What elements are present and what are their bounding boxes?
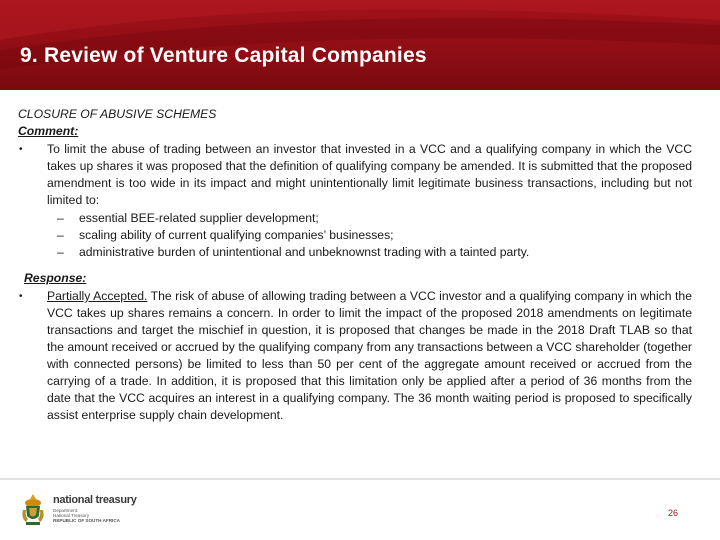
response-lead: Partially Accepted. xyxy=(47,289,148,303)
section-title: CLOSURE OF ABUSIVE SCHEMES xyxy=(18,107,217,121)
bullet-icon: • xyxy=(19,144,23,155)
dash-icon: – xyxy=(57,228,64,242)
sub-list xyxy=(57,210,692,261)
logo-department-name: National Treasury xyxy=(53,513,90,518)
bullet-icon: • xyxy=(19,291,23,302)
logo-department: Department: xyxy=(53,508,79,513)
list-item xyxy=(57,210,692,227)
comment-text xyxy=(47,141,692,261)
footer-divider xyxy=(0,478,720,480)
comment-bullet xyxy=(18,141,692,261)
response-bullet xyxy=(18,288,692,424)
list-item-text: administrative burden of unintentional and unbeknownst trading with a tainted party. xyxy=(79,245,530,259)
list-item-text: essential BEE-related supplier development; xyxy=(79,211,319,225)
dash-icon: – xyxy=(57,245,64,259)
list-item-text: scaling ability of current qualifying companies’ businesses; xyxy=(79,228,394,242)
slide-header xyxy=(0,0,720,90)
response-text xyxy=(47,288,692,424)
comment-label: Comment: xyxy=(18,124,79,138)
coat-of-arms-icon xyxy=(20,492,46,528)
logo-name: national treasury xyxy=(53,494,137,506)
response-label: Response: xyxy=(24,271,87,285)
page-number: 26 xyxy=(668,508,679,518)
logo-country: REPUBLIC OF SOUTH AFRICA xyxy=(53,518,120,523)
list-item xyxy=(57,227,692,244)
slide-title: 9. Review of Venture Capital Companies xyxy=(20,44,427,67)
national-treasury-logo xyxy=(20,492,160,530)
slide-body xyxy=(18,106,692,424)
response-paragraph: The risk of abuse of allowing trading between a VCC investor and a qualifying company in which the VCC takes up shares remains a concern. In order to limit the impact of the proposed 2018 amendments on legitimate transactions and target the mischief in question, it is proposed that changes be made in the 2018 Draft TLAB so that the amount received or accrued by the qualifying company from any transactions between a VCC shareholder (together with connected persons) be limited to less than 50 per cent of the aggregate amount received or accrued from the carrying of a trade. In addition, it is proposed that this limitation only be applied after a period of 36 months from the date that the VCC acquires an interest in a qualifying company. The 36 month waiting period is proposed to specifically assist enterprise supply chain development. xyxy=(47,289,692,422)
list-item xyxy=(57,244,692,261)
dash-icon: – xyxy=(57,211,64,225)
comment-paragraph: To limit the abuse of trading between an investor that invested in a VCC and a qualifying company in which the VCC takes up shares it was proposed that the definition of qualifying company be amended. It is submitted that the proposed amendment is too wide in its impact and might unintentionally limit legitimate business transactions, including but not limited to: xyxy=(47,142,692,207)
